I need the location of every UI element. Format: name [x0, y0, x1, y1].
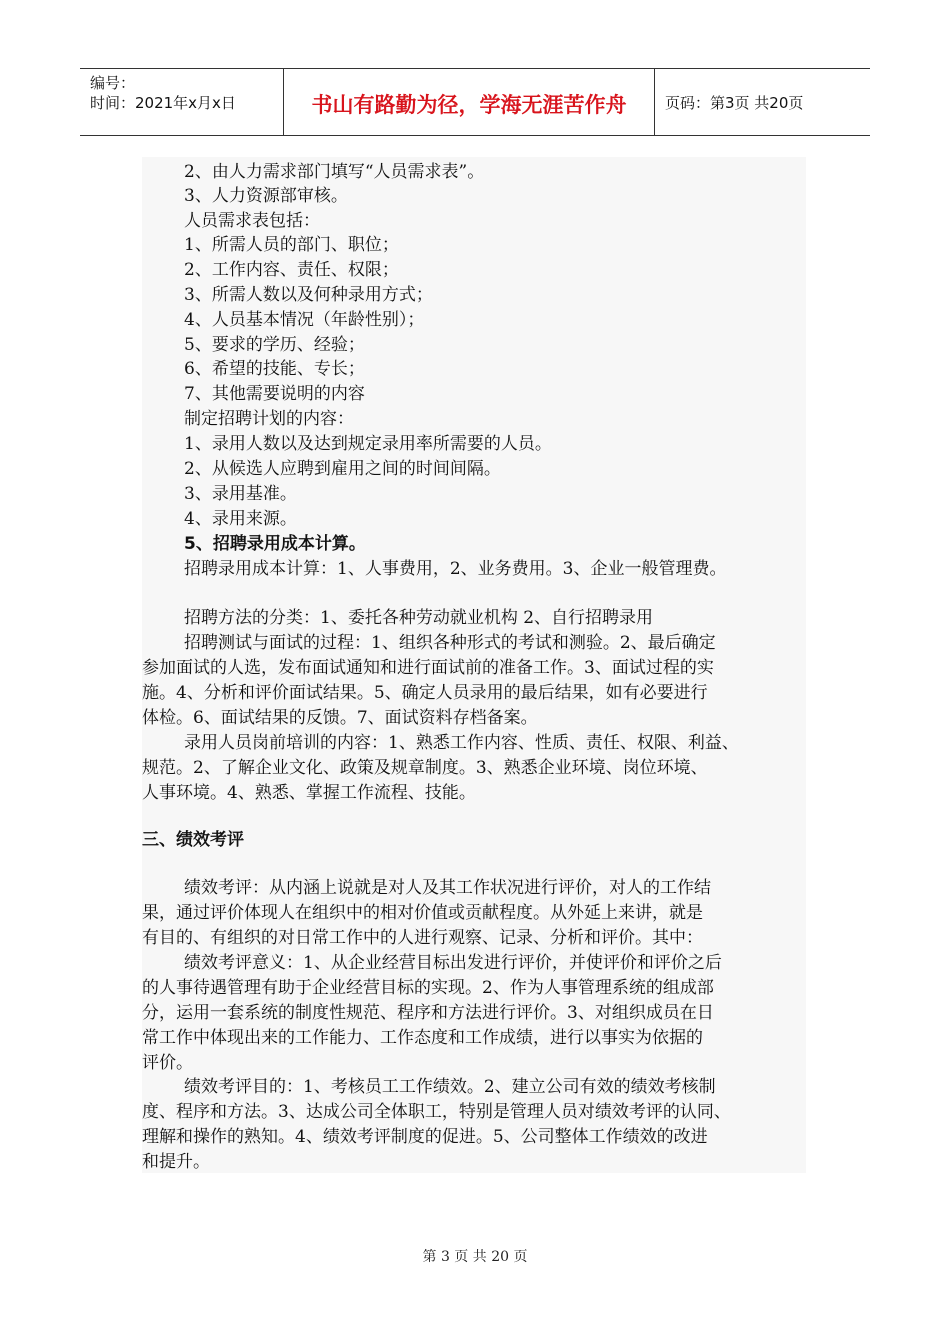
text-line: 理解和操作的熟知。4、绩效考评制度的促进。5、公司整体工作绩效的改进 [142, 1127, 708, 1147]
text-line: 施。4、分析和评价面试结果。5、确定人员录用的最后结果，如有必要进行 [142, 683, 708, 703]
text-line: 的人事待遇管理有助于企业经营目标的实现。2、作为人事管理系统的组成部 [142, 978, 714, 998]
text-line: 评价。 [142, 1053, 193, 1073]
text-line: 果，通过评价体现人在组织中的相对价值或贡献程度。从外延上来讲，就是 [142, 903, 703, 923]
text-line: 6、希望的技能、专长； [184, 359, 365, 379]
text-line: 2、工作内容、责任、权限； [184, 260, 399, 280]
text-line: 体检。6、面试结果的反馈。7、面试资料存档备案。 [142, 708, 538, 728]
text-line: 2、由人力需求部门填写“人员需求表”。 [184, 162, 485, 182]
number-label: 编号： [90, 74, 136, 92]
text-line: 人员需求表包括： [184, 211, 320, 231]
text-line: 4、录用来源。 [184, 509, 297, 529]
header-motto: 书山有路勤为径，学海无涯苦作舟 [283, 69, 655, 135]
document-body [142, 157, 806, 1173]
text-line: 3、录用基准。 [184, 484, 297, 504]
text-line: 3、所需人数以及何种录用方式； [184, 285, 433, 305]
header-page-code: 页码：第3页 共20页 [665, 93, 804, 112]
text-line: 人事环境。4、熟悉、掌握工作流程、技能。 [142, 783, 476, 803]
text-line: 1、所需人员的部门、职位； [184, 235, 399, 255]
header-meta [80, 69, 283, 135]
text-line: 规范。2、了解企业文化、政策及规章制度。3、熟悉企业环境、岗位环境、 [142, 758, 708, 778]
page-footer: 第 3 页 共 20 页 [422, 1249, 528, 1265]
section-heading: 三、绩效考评 [142, 830, 244, 850]
text-line: 4、人员基本情况（年龄性别）； [184, 310, 425, 330]
page-header [80, 68, 870, 136]
text-line: 常工作中体现出来的工作能力、工作态度和工作成绩，进行以事实为依据的 [142, 1028, 703, 1048]
bold-line: 5、招聘录用成本计算。 [184, 534, 366, 554]
date-label: 时间：2021年x月x日 [90, 94, 236, 112]
text-line: 制定招聘计划的内容： [184, 409, 354, 429]
text-line: 绩效考评意义：1、从企业经营目标出发进行评价，并使评价和评价之后 [184, 953, 722, 973]
text-line: 1、录用人数以及达到规定录用率所需要的人员。 [184, 434, 552, 454]
text-line: 5、要求的学历、经验； [184, 335, 365, 355]
text-line: 绩效考评目的：1、考核员工工作绩效。2、建立公司有效的绩效考核制 [184, 1077, 716, 1097]
text-line: 参加面试的人选，发布面试通知和进行面试前的准备工作。3、面试过程的实 [142, 658, 714, 678]
text-line: 分，运用一套系统的制度性规范、程序和方法进行评价。3、对组织成员在日 [142, 1003, 714, 1023]
text-line: 录用人员岗前培训的内容：1、熟悉工作内容、性质、责任、权限、利益、 [184, 733, 739, 753]
text-line: 2、从候选人应聘到雇用之间的时间间隔。 [184, 459, 501, 479]
text-line: 度、程序和方法。3、达成公司全体职工，特别是管理人员对绩效考评的认同、 [142, 1102, 731, 1122]
text-line: 绩效考评：从内涵上说就是对人及其工作状况进行评价，对人的工作结 [184, 878, 711, 898]
text-line: 7、其他需要说明的内容 [184, 384, 365, 404]
text-line: 有目的、有组织的对日常工作中的人进行观察、记录、分析和评价。其中： [142, 928, 703, 948]
text-line: 招聘录用成本计算：1、人事费用，2、业务费用。3、企业一般管理费。 [184, 559, 727, 579]
text-line: 招聘方法的分类：1、委托各种劳动就业机构 2、自行招聘录用 [184, 608, 654, 628]
text-line: 和提升。 [142, 1152, 210, 1172]
text-line: 招聘测试与面试的过程：1、组织各种形式的考试和测验。2、最后确定 [184, 633, 716, 653]
text-line: 3、人力资源部审核。 [184, 186, 348, 206]
